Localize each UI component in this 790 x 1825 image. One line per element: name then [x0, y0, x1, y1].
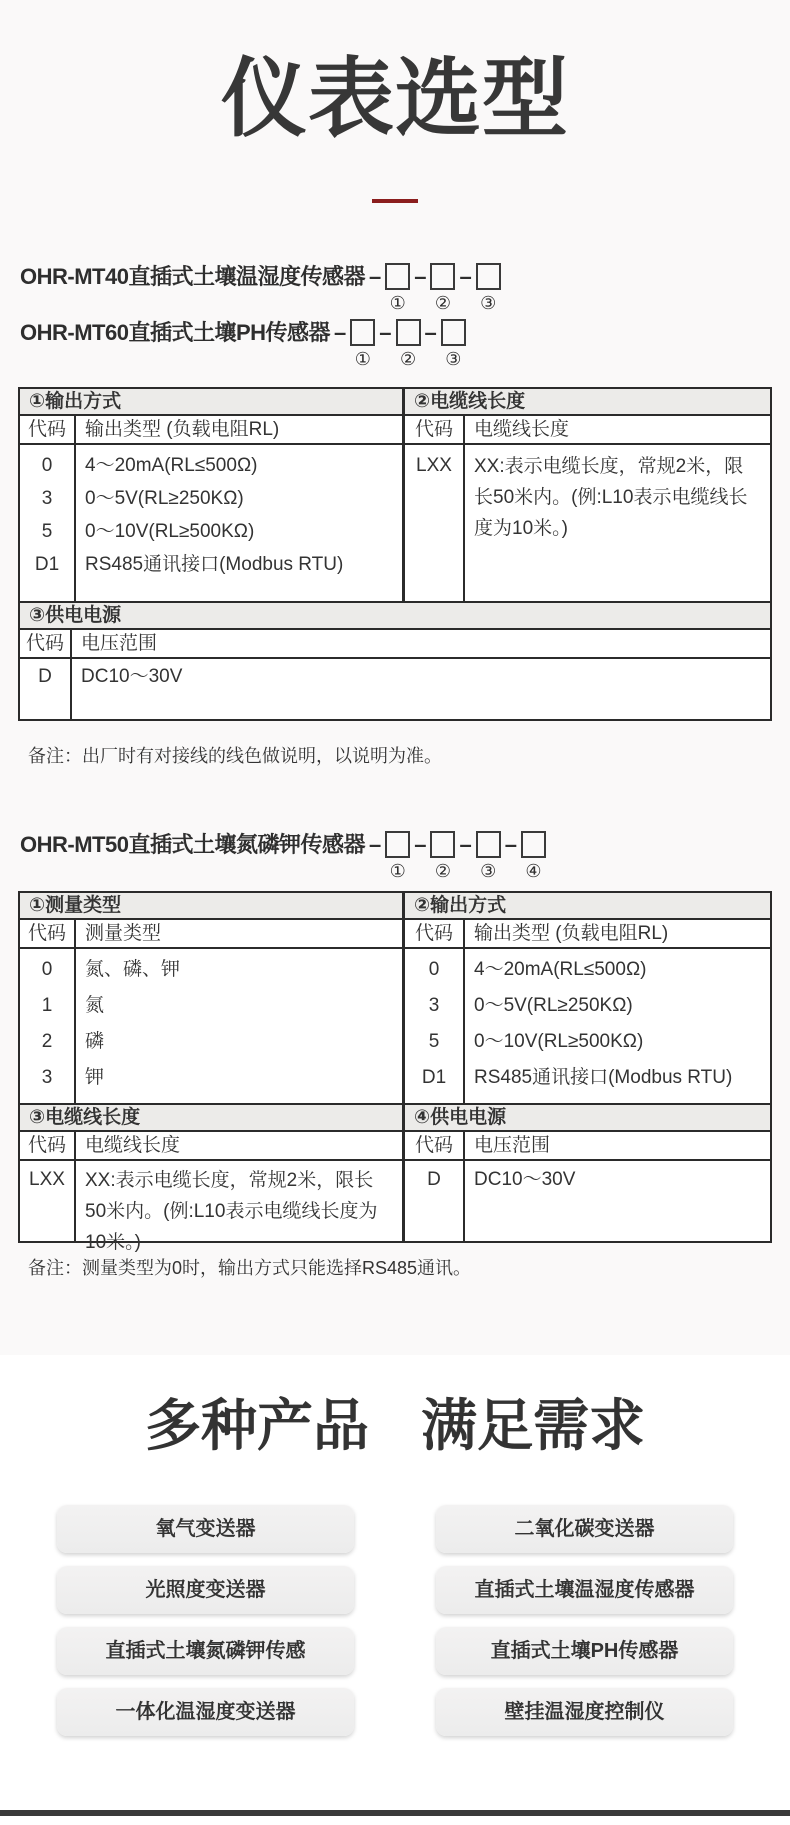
- dash: –: [368, 831, 382, 857]
- code-value: 5: [41, 520, 53, 542]
- code-slot: [441, 317, 466, 370]
- code-value: 0: [41, 454, 53, 476]
- column-header: 代码: [405, 1132, 465, 1159]
- table-subheader-row: [20, 920, 770, 949]
- code-value: D: [38, 665, 52, 687]
- code-box: [396, 319, 421, 346]
- table-section-header-row: [20, 1105, 770, 1132]
- code-value: D: [427, 1168, 441, 1190]
- column-header: 代码: [20, 416, 76, 443]
- desc-value: DC10～30V: [474, 1168, 576, 1190]
- desc-column: [465, 949, 770, 1103]
- code-column: [20, 659, 72, 719]
- product-pill-co2-transmitter[interactable]: 二氧化碳变送器: [436, 1505, 733, 1553]
- slot-number: ①: [389, 860, 406, 881]
- column-header: 代码: [20, 630, 72, 657]
- title-accent-bar: [372, 199, 418, 203]
- code-value: 1: [41, 994, 53, 1016]
- code-value: 5: [428, 1030, 440, 1052]
- model-line-mt60: [20, 317, 790, 373]
- desc-value: 钾: [85, 1066, 105, 1088]
- code-slot: [430, 261, 455, 314]
- note-remark-2: 备注：测量类型为0时，输出方式只能选择RS485通讯。: [28, 1257, 472, 1278]
- column-header: 电缆线长度: [85, 1134, 181, 1156]
- desc-value: 0～10V(RL≥500KΩ): [85, 520, 255, 542]
- product-pill-grid: [0, 1505, 790, 1736]
- table-body-row: [20, 1161, 770, 1253]
- desc-value: 氮、磷、钾: [85, 958, 181, 980]
- desc-value: 0～5V(RL≥250KΩ): [474, 994, 633, 1016]
- column-header: 代码: [20, 920, 76, 947]
- products-section: [0, 1355, 790, 1816]
- code-slot: [430, 829, 455, 882]
- desc-value: 氮: [85, 994, 105, 1016]
- column-header: 代码: [405, 416, 465, 443]
- products-heading: [0, 1355, 790, 1457]
- product-pill-soil-ph-sensor[interactable]: 直插式土壤PH传感器: [436, 1627, 733, 1675]
- dash: –: [334, 319, 347, 345]
- model-name: OHR-MT60直插式土壤PH传感器: [20, 319, 331, 345]
- code-value: 3: [41, 487, 53, 509]
- code-slot: [385, 829, 410, 882]
- code-box: [476, 263, 501, 290]
- code-box: [350, 319, 375, 346]
- column-header: 输出类型 (负载电阻RL): [474, 922, 669, 944]
- slot-number: ②: [434, 292, 452, 313]
- desc-column: [465, 1161, 770, 1241]
- table-body-row: [20, 949, 770, 1105]
- desc-value: 磷: [85, 1030, 105, 1052]
- product-pill-column-right: [436, 1505, 733, 1736]
- code-box: [441, 319, 466, 346]
- model-line-mt50: [20, 829, 790, 887]
- code-column: [405, 445, 465, 601]
- code-box: [476, 831, 501, 858]
- code-box: [521, 831, 546, 858]
- product-pill-oxygen-transmitter[interactable]: 氧气变送器: [57, 1505, 354, 1553]
- dash: –: [504, 831, 517, 857]
- column-header: 测量类型: [85, 922, 162, 944]
- slot-number: ③: [480, 860, 497, 881]
- table-body-row: [20, 659, 770, 719]
- slot-number: ②: [399, 348, 417, 369]
- dash: –: [459, 263, 472, 289]
- dash: –: [379, 319, 392, 345]
- code-column: [405, 949, 465, 1103]
- section-header: ②输出方式: [414, 894, 507, 916]
- model-line-mt40: [20, 261, 790, 317]
- code-value: 0: [41, 958, 53, 980]
- note-remark-1: 备注：出厂时有对接线的线色做说明，以说明为准。: [28, 745, 442, 766]
- dash: –: [414, 263, 427, 289]
- column-header: 代码: [20, 1132, 76, 1159]
- slot-number: ①: [389, 292, 406, 313]
- products-heading-left: 多种产品: [145, 1394, 369, 1457]
- dash: –: [459, 831, 472, 857]
- code-value: 3: [428, 994, 440, 1016]
- slot-number: ④: [525, 860, 542, 881]
- code-value: D1: [34, 553, 60, 575]
- page-title: 仪表选型: [221, 51, 569, 147]
- table-subheader-row: [20, 416, 770, 445]
- code-value: 0: [428, 958, 440, 980]
- slot-number: ③: [445, 348, 462, 369]
- code-value: 2: [41, 1030, 53, 1052]
- code-slot: [396, 317, 421, 370]
- product-pill-wall-mounted-temp-humidity-controller[interactable]: 壁挂温湿度控制仪: [436, 1688, 733, 1736]
- code-value: D1: [421, 1066, 447, 1088]
- table-section-header-row: [20, 603, 770, 630]
- model-name: OHR-MT50直插式土壤氮磷钾传感器: [20, 831, 365, 857]
- code-box: [385, 831, 410, 858]
- code-slot: [385, 261, 410, 314]
- desc-column: [76, 445, 402, 601]
- code-slot: [521, 829, 546, 882]
- table-body-row: [20, 445, 770, 603]
- product-pill-column-left: [57, 1505, 354, 1736]
- slot-number: ②: [434, 860, 452, 881]
- table-subheader-row: [20, 630, 770, 659]
- products-heading-right: 满足需求: [421, 1394, 645, 1457]
- bottom-divider: [0, 1810, 790, 1816]
- code-value: LXX: [416, 454, 452, 476]
- dash: –: [414, 831, 427, 857]
- desc-value: 4～20mA(RL≤500Ω): [474, 958, 647, 980]
- spec-table-mt40-mt60: [18, 387, 772, 721]
- code-box: [430, 831, 455, 858]
- column-header: 电缆线长度: [474, 418, 570, 440]
- desc-value: DC10～30V: [81, 665, 183, 687]
- section-header: ①测量类型: [20, 893, 405, 918]
- code-box: [385, 263, 410, 290]
- section-header: ③供电电源: [29, 604, 122, 626]
- section-header: ①输出方式: [20, 389, 405, 414]
- desc-column: [72, 659, 770, 719]
- model-name: OHR-MT40直插式土壤温湿度传感器: [20, 263, 365, 289]
- code-slot: [350, 317, 375, 370]
- desc-column: [76, 949, 402, 1103]
- desc-value: 0～10V(RL≥500KΩ): [474, 1030, 644, 1052]
- desc-column: XX:表示电缆长度，常规2米，限长50米内。(例:L10表示电缆线长度为10米。): [474, 455, 748, 539]
- code-value: LXX: [29, 1168, 65, 1190]
- dash: –: [368, 263, 382, 289]
- slot-number: ③: [480, 292, 497, 313]
- code-column: [405, 1161, 465, 1241]
- table-section-header-row: [20, 389, 770, 416]
- column-header: 电压范围: [474, 1134, 551, 1156]
- product-pill-soil-npk-sensor[interactable]: 直插式土壤氮磷钾传感: [57, 1627, 354, 1675]
- section-header: ③电缆线长度: [20, 1105, 405, 1130]
- table-section-header-row: [20, 893, 770, 920]
- product-pill-illuminance-transmitter[interactable]: 光照度变送器: [57, 1566, 354, 1614]
- section-header: ④供电电源: [414, 1106, 507, 1128]
- spec-table-mt50: [18, 891, 772, 1253]
- section-header: ②电缆线长度: [414, 390, 526, 412]
- column-header: 输出类型 (负载电阻RL): [85, 418, 280, 440]
- product-pill-integrated-temp-humidity-transmitter[interactable]: 一体化温湿度变送器: [57, 1688, 354, 1736]
- column-header: 电压范围: [81, 632, 158, 654]
- code-value: 3: [41, 1066, 53, 1088]
- slot-number: ①: [354, 348, 371, 369]
- code-slot: [476, 829, 501, 882]
- code-slot: [476, 261, 501, 314]
- desc-value: RS485通讯接口(Modbus RTU): [474, 1066, 733, 1088]
- desc-value: 0～5V(RL≥250KΩ): [85, 487, 244, 509]
- desc-column: XX:表示电缆长度，常规2米，限长50米内。(例:L10表示电缆线长度为10米。): [85, 1169, 378, 1253]
- product-pill-soil-temp-humidity-sensor[interactable]: 直插式土壤温湿度传感器: [436, 1566, 733, 1614]
- code-column: [20, 445, 76, 601]
- code-box: [430, 263, 455, 290]
- dash: –: [424, 319, 437, 345]
- desc-value: RS485通讯接口(Modbus RTU): [85, 553, 344, 575]
- code-column: [20, 949, 76, 1103]
- code-column: [20, 1161, 76, 1241]
- desc-value: 4～20mA(RL≤500Ω): [85, 454, 258, 476]
- column-header: 代码: [405, 920, 465, 947]
- table-subheader-row: [20, 1132, 770, 1161]
